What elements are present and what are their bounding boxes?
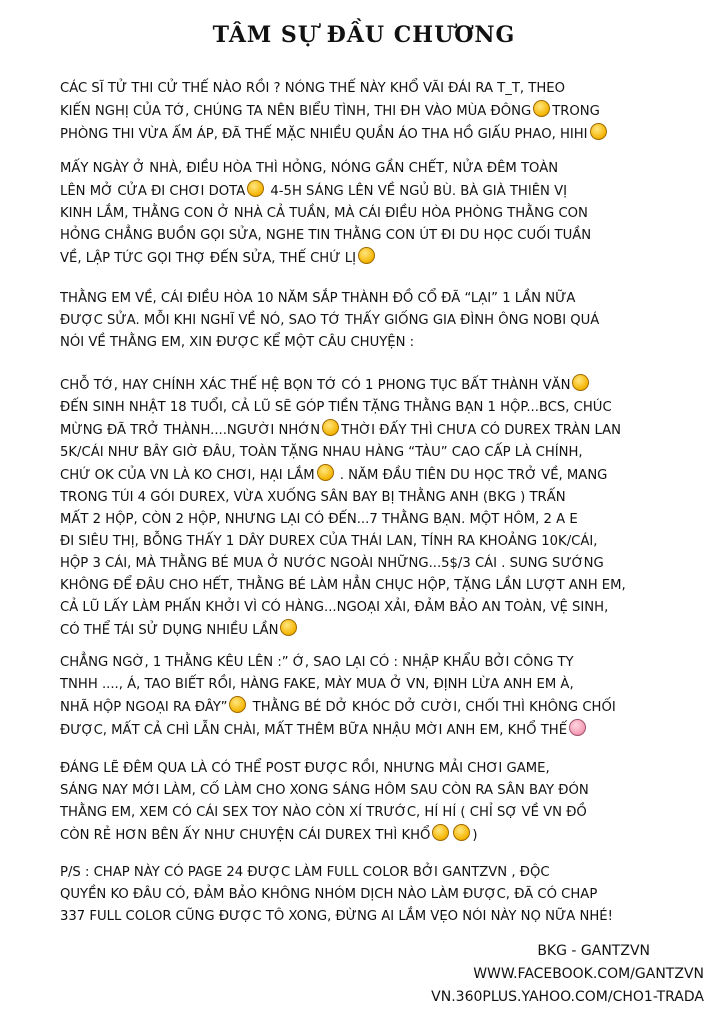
text-line: CÓ THỂ TÁI SỬ DỤNG NHIỀU LẦN — [60, 623, 279, 638]
text-line-group — [60, 123, 702, 146]
text-line-tail: THẰNG BÉ DỞ KHÓC DỞ CƯỜI, CHỐI THÌ KHÔNG CHỐI — [248, 700, 616, 715]
kiss-smiley-icon — [322, 419, 339, 436]
text-line: QUYỀN KO ĐÂU CÓ, ĐẢM BẢO KHÔNG NHÓM DỊCH NÀO LÀM ĐƯỢC, ĐÃ CÓ CHAP — [60, 887, 598, 902]
text-line-tail: THỜI ĐẤY THÌ CHƯA CÓ DUREX TRÀN LAN — [341, 423, 622, 438]
text-line: THẰNG EM, XEM CÓ CÁI SEX TOY NÀO CÒN XÍ TRƯỚC, HÍ HÍ ( CHỈ SỢ VỀ VN ĐỒ — [60, 805, 587, 820]
crying-icon — [358, 247, 375, 264]
text-line: MẤT 2 HỘP, CÒN 2 HỘP, NHƯNG LẠI CÓ ĐẾN...7 THẰNG BẠN. MỘT HÔM, 2 A E — [60, 512, 578, 527]
text-line-group — [60, 100, 702, 123]
text-line: NÓI VỀ THẰNG EM, XIN ĐƯỢC KỂ MỘT CÂU CHUYỆN : — [60, 335, 415, 350]
text-line: SÁNG NAY MỚI LÀM, CỐ LÀM CHO XONG SÁNG HÔM SAU CÒN RA SÂN BAY ĐÓN — [60, 783, 589, 798]
kiss-smiley-icon — [533, 100, 550, 117]
paragraph-2 — [0, 158, 728, 270]
crying-icon — [229, 696, 246, 713]
text-line-tail: 4-5H SÁNG LÊN VỀ NGỦ BÙ. BÀ GIÀ THIÊN VỊ — [266, 184, 568, 199]
text-line: LÊN MỞ CỬA ĐI CHƠI DOTA — [60, 184, 246, 199]
text-line: VỀ, LẬP TỨC GỌI THỢ ĐẾN SỬA, THẾ CHỨ LỊ — [60, 251, 356, 266]
text-line: TRONG TÚI 4 GÓI DUREX, VỪA XUỐNG SÂN BAY BỊ THẰNG ANH (BKG ) TRẤN — [60, 490, 566, 505]
text-line: CHỨ OK CỦA VN LÀ KO CHƠI, HẠI LẮM — [60, 468, 315, 483]
paragraph-1 — [0, 78, 728, 146]
paragraph-7 — [0, 862, 728, 928]
text-line-group — [60, 824, 702, 847]
smiley-icon — [590, 123, 607, 140]
author-credit: BKG - GANTZVN — [537, 943, 650, 959]
text-line-group — [60, 619, 702, 642]
text-line: TNHH ...., Á, TAO BIẾT RỒI, HÀNG FAKE, MÀY MUA Ở VN, ĐỊNH LỪA ANH EM À, — [60, 677, 574, 692]
text-line-tail: ) — [472, 828, 478, 843]
pig-icon — [569, 719, 586, 736]
kiss-smiley-icon — [280, 619, 297, 636]
sweat-smiley-icon — [453, 824, 470, 841]
paragraph-5 — [0, 652, 728, 742]
text-line: PHÒNG THI VỪA ẤM ÁP, ĐÃ THẾ MẶC NHIỀU QUẦN ÁO THA HỒ GIẤU PHAO, HIHI — [60, 127, 588, 142]
text-line-tail: TRONG — [552, 104, 600, 119]
text-line: KINH LẮM, THẰNG CON Ở NHÀ CẢ TUẦN, MÀ CÁI ĐIỀU HÒA PHÒNG THẰNG CON — [60, 206, 588, 221]
text-line-group — [60, 180, 702, 203]
yahoo-link[interactable]: VN.360PLUS.YAHOO.COM/CHO1-TRADA — [431, 989, 704, 1005]
text-line: KHÔNG ĐỂ ĐÂU CHO HẾT, THẰNG BÉ LÀM HẲN CHỤC HỘP, TẶNG LẦN LƯỢT ANH EM, — [60, 578, 626, 593]
text-line: HỘP 3 CÁI, MÀ THẰNG BÉ MUA Ở NƯỚC NGOÀI NHỮNG...5$/3 CÁI . SUNG SƯỚNG — [60, 556, 604, 571]
text-line: 5K/CÁI NHƯ BÂY GIỜ ĐÂU, TOÀN TẶNG NHAU HÀNG “TÀU” CAO CẤP LÀ CHÍNH, — [60, 445, 583, 460]
smiley-icon — [247, 180, 264, 197]
text-line: ĐÁNG LẼ ĐÊM QUA LÀ CÓ THỂ POST ĐƯỢC RỒI, NHƯNG MẢI CHƠI GAME, — [60, 761, 550, 776]
text-line-group — [60, 374, 702, 397]
text-line: ĐƯỢC, MẤT CẢ CHÌ LẪN CHÀI, MẤT THÊM BỮA NHẬU MỜI ANH EM, KHỔ THẾ — [60, 723, 568, 738]
text-line-tail: . NĂM ĐẦU TIÊN DU HỌC TRỞ VỀ, MANG — [335, 468, 608, 483]
page-title: TÂM SỰ ĐẦU CHƯƠNG — [212, 22, 516, 48]
text-line-group — [60, 419, 702, 442]
text-line: HỎNG CHẲNG BUỒN GỌI SỬA, NGHE TIN THẰNG CON ÚT ĐI DU HỌC CUỐI TUẦN — [60, 228, 592, 243]
text-line: CÒN RẺ HƠN BÊN ẤY NHƯ CHUYỆN CÁI DUREX THÌ KHỔ — [60, 828, 431, 843]
text-line: CHỖ TỚ, HAY CHÍNH XÁC THẾ HỆ BỌN TỚ CÓ 1 PHONG TỤC BẤT THÀNH VĂN — [60, 378, 571, 393]
paragraph-6 — [0, 758, 728, 847]
text-line: P/S : CHAP NÀY CÓ PAGE 24 ĐƯỢC LÀM FULL COLOR BỞI GANTZVN , ĐỘC — [60, 865, 550, 880]
smile-icon — [317, 464, 334, 481]
text-line-group — [60, 464, 702, 487]
text-line: ĐẾN SINH NHẬT 18 TUỔI, CẢ LŨ SẼ GÓP TIỀN TẶNG THẰNG BẠN 1 HỘP...BCS, CHÚC — [60, 400, 612, 415]
text-line: MỪNG ĐÃ TRỞ THÀNH....NGƯỜI NHỚN — [60, 423, 321, 438]
text-line: KIẾN NGHỊ CỦA TỚ, CHÚNG TA NÊN BIỂU TÌNH, THI ĐH VÀO MÙA ĐÔNG — [60, 104, 532, 119]
signature-block — [344, 940, 704, 1009]
text-line: ĐƯỢC SỬA. MỖI KHI NGHĨ VỀ NÓ, SAO TỚ THẤY GIỐNG GIA ĐÌNH ÔNG NOBI QUÁ — [60, 313, 600, 328]
text-line: CÁC SĨ TỬ THI CỬ THẾ NÀO RỒI ? NÓNG THẾ NÀY KHỔ VÃI ĐÁI RA T_T, THEO — [60, 81, 565, 96]
text-line-group — [60, 696, 702, 719]
text-line-group — [60, 719, 702, 742]
text-line: CẢ LŨ LẤY LÀM PHẤN KHỞI VÌ CÓ HÀNG...NGOẠI XẢI, ĐẢM BẢO AN TOÀN, VỆ SINH, — [60, 600, 609, 615]
paragraph-3 — [0, 288, 728, 354]
facebook-link[interactable]: WWW.FACEBOOK.COM/GANTZVN — [473, 966, 704, 982]
text-line: MẤY NGÀY Ở NHÀ, ĐIỀU HÒA THÌ HỎNG, NÓNG GẦN CHẾT, NỬA ĐÊM TOÀN — [60, 161, 559, 176]
paragraph-4 — [0, 374, 728, 642]
text-line: 337 FULL COLOR CŨNG ĐƯỢC TÔ XONG, ĐỪNG AI LẮM VẸO NÓI NÀY NỌ NỮA NHÉ! — [60, 909, 613, 924]
text-line-group — [60, 247, 702, 270]
text-line: CHẲNG NGỜ, 1 THẰNG KÊU LÊN :” Ớ, SAO LẠI CÓ : NHẬP KHẨU BỞI CÔNG TY — [60, 655, 574, 670]
text-line: NHÃ HỘP NGOẠI RA ĐÂY” — [60, 700, 228, 715]
sweat-smiley-icon — [432, 824, 449, 841]
text-line: ĐI SIÊU THỊ, BỖNG THẤY 1 DÂY DUREX CỦA THÁI LAN, TÍNH RA KHOẢNG 10K/CÁI, — [60, 534, 598, 549]
grin-icon — [572, 374, 589, 391]
text-line: THẰNG EM VỀ, CÁI ĐIỀU HÒA 10 NĂM SẮP THÀNH ĐỒ CỔ ĐÃ “LẠI” 1 LẦN NỮA — [60, 291, 576, 306]
